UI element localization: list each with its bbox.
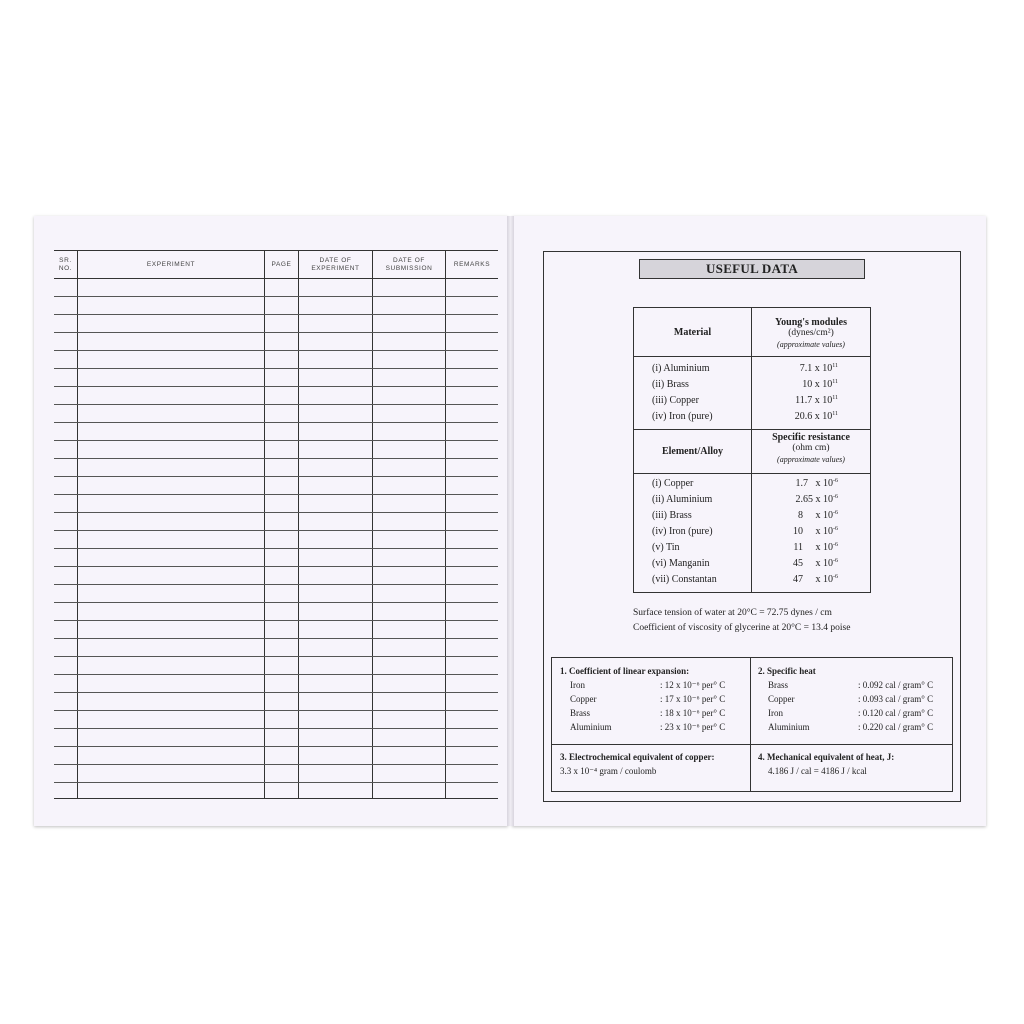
column-divider [445, 251, 446, 798]
table-row [634, 492, 870, 508]
table-row-line [54, 440, 498, 441]
table-row-line [54, 386, 498, 387]
material-value [752, 542, 838, 553]
experiment-index-table [54, 250, 498, 799]
surface-tension-note: Surface tension of water at 20°C = 72.75 dynes / cm [633, 608, 832, 618]
material-name: (vii) Constantan [652, 574, 717, 585]
value-exponent: -6 [833, 558, 838, 564]
material-name: (i) Aluminium [652, 363, 710, 374]
table-row-line [54, 710, 498, 711]
material-name: (ii) Brass [652, 379, 689, 390]
value-coefficient: 20.6 x 10 [794, 411, 833, 422]
viscosity-note: Coefficient of viscosity of glycerine at 20°C = 13.4 poise [633, 623, 851, 633]
material-value [752, 510, 838, 521]
value-exponent: 11 [832, 411, 838, 417]
material-name: (iii) Copper [652, 395, 699, 406]
material-name: (iv) Iron (pure) [652, 411, 713, 422]
value-exponent: -6 [833, 574, 838, 580]
table-row-line [54, 476, 498, 477]
material-name: (iv) Iron (pure) [652, 526, 713, 537]
useful-data-title: USEFUL DATA [639, 259, 865, 279]
header-divider [54, 278, 498, 279]
table-row-line [54, 314, 498, 315]
table-row-line [54, 350, 498, 351]
material-value [752, 558, 838, 569]
specific-heat-title: 2. Specific heat [758, 666, 816, 676]
constant-name: Iron [570, 680, 585, 690]
mechanical-equivalent-title: 4. Mechanical equivalent of heat, J: [758, 752, 895, 762]
value-exponent: -6 [833, 478, 838, 484]
material-value [752, 411, 838, 422]
constant-value: : 23 x 10⁻⁶ per° C [660, 722, 726, 732]
table-row [634, 377, 870, 393]
constant-name: Copper [768, 694, 795, 704]
material-value [752, 526, 838, 537]
column-divider [264, 251, 265, 798]
column-divider [77, 251, 78, 798]
constant-value: : 18 x 10⁻⁶ per° C [660, 708, 726, 718]
header-unit: (ohm cm) [792, 443, 830, 453]
value-coefficient: 47 x 10 [793, 574, 833, 585]
constant-name: Aluminium [768, 722, 810, 732]
value-coefficient: 11 x 10 [793, 542, 833, 553]
value-coefficient: 10 x 10 [802, 379, 833, 390]
table-divider [634, 473, 870, 474]
header-date-of-experiment: DATE OF EXPERIMENT [311, 256, 360, 272]
box-divider [552, 744, 952, 745]
table-row [634, 556, 870, 572]
value-coefficient: 7.1 x 10 [799, 363, 833, 374]
material-value [752, 478, 838, 489]
mechanical-equivalent-value: 4.186 J / cal = 4186 J / kcal [768, 766, 867, 776]
value-coefficient: 1.7 x 10 [795, 478, 833, 489]
value-exponent: 11 [832, 363, 838, 369]
table-row [634, 540, 870, 556]
table-row [634, 524, 870, 540]
constant-name: Brass [768, 680, 788, 690]
table-row-line [54, 296, 498, 297]
header-date-of-submission: DATE OF SUBMISSION [385, 256, 433, 272]
material-value [752, 574, 838, 585]
table-row-line [54, 422, 498, 423]
table-row [634, 393, 870, 409]
table-row [634, 409, 870, 425]
book-spine [507, 216, 514, 826]
constant-name: Brass [570, 708, 590, 718]
header-unit: (dynes/cm²) [788, 328, 834, 338]
box-divider [750, 658, 751, 791]
material-value [752, 395, 838, 406]
linear-expansion-title: 1. Coefficient of linear expansion: [560, 666, 690, 676]
table-row-line [54, 332, 498, 333]
table-row-line [54, 638, 498, 639]
header-note: (approximate values) [777, 455, 845, 464]
header-youngs-modulus [752, 317, 870, 350]
value-exponent: 11 [832, 395, 838, 401]
constant-value: : 0.120 cal / gram° C [858, 708, 934, 718]
header-page: PAGE [271, 260, 292, 268]
table-row [634, 508, 870, 524]
value-exponent: 11 [832, 379, 838, 385]
table-row-line [54, 746, 498, 747]
material-value [752, 494, 838, 505]
table-row-line [54, 494, 498, 495]
constant-value: : 17 x 10⁻⁶ per° C [660, 694, 726, 704]
header-note: (approximate values) [777, 340, 845, 349]
value-coefficient: 10 x 10 [793, 526, 833, 537]
table-divider [634, 356, 870, 357]
value-exponent: -6 [833, 542, 838, 548]
table-row [634, 361, 870, 377]
electrochemical-title: 3. Electrochemical equivalent of copper: [560, 752, 715, 762]
column-divider [372, 251, 373, 798]
material-name: (v) Tin [652, 542, 680, 553]
table-row-line [54, 530, 498, 531]
electrochemical-value: 3.3 x 10⁻⁴ gram / coulomb [560, 766, 657, 776]
header-element-alloy: Element/Alloy [661, 446, 724, 457]
material-name: (vi) Manganin [652, 558, 710, 569]
table-row-line [54, 602, 498, 603]
column-divider [298, 251, 299, 798]
material-name: (i) Copper [652, 478, 694, 489]
table-row [634, 476, 870, 492]
header-title: Young's modules [775, 317, 847, 328]
value-coefficient: 45 x 10 [793, 558, 833, 569]
constant-name: Aluminium [570, 722, 612, 732]
table-row-line [54, 782, 498, 783]
header-remarks: REMARKS [453, 260, 491, 268]
table-row [634, 572, 870, 588]
table-row-line [54, 620, 498, 621]
table-row-line [54, 656, 498, 657]
table-row-line [54, 404, 498, 405]
constant-value: : 0.092 cal / gram° C [858, 680, 934, 690]
value-coefficient: 11.7 x 10 [795, 395, 833, 406]
table-row-line [54, 692, 498, 693]
constant-name: Copper [570, 694, 597, 704]
material-value [752, 363, 838, 374]
table-row-line [54, 458, 498, 459]
value-coefficient: 2.65 x 10 [795, 494, 833, 505]
material-properties-table [633, 307, 871, 593]
table-row-line [54, 764, 498, 765]
constant-value: : 12 x 10⁻⁶ per° C [660, 680, 726, 690]
constant-value: : 0.093 cal / gram° C [858, 694, 934, 704]
table-row-line [54, 512, 498, 513]
value-exponent: -6 [833, 526, 838, 532]
table-row-line [54, 728, 498, 729]
constant-value: : 0.220 cal / gram° C [858, 722, 934, 732]
value-exponent: -6 [833, 510, 838, 516]
constant-name: Iron [768, 708, 783, 718]
table-row-line [54, 548, 498, 549]
header-material: Material [673, 326, 712, 338]
material-value [752, 379, 838, 390]
material-name: (iii) Brass [652, 510, 692, 521]
header-specific-resistance [752, 432, 870, 465]
material-name: (ii) Aluminium [652, 494, 713, 505]
table-row-line [54, 566, 498, 567]
constants-box [551, 657, 953, 792]
header-experiment: EXPERIMENT [146, 260, 196, 268]
value-exponent: -6 [833, 494, 838, 500]
table-row-line [54, 674, 498, 675]
header-sr-no: SR. NO. [58, 256, 73, 272]
header-title: Specific resistance [772, 432, 850, 443]
table-row-line [54, 584, 498, 585]
value-coefficient: 8 x 10 [798, 510, 833, 521]
table-row-line [54, 368, 498, 369]
